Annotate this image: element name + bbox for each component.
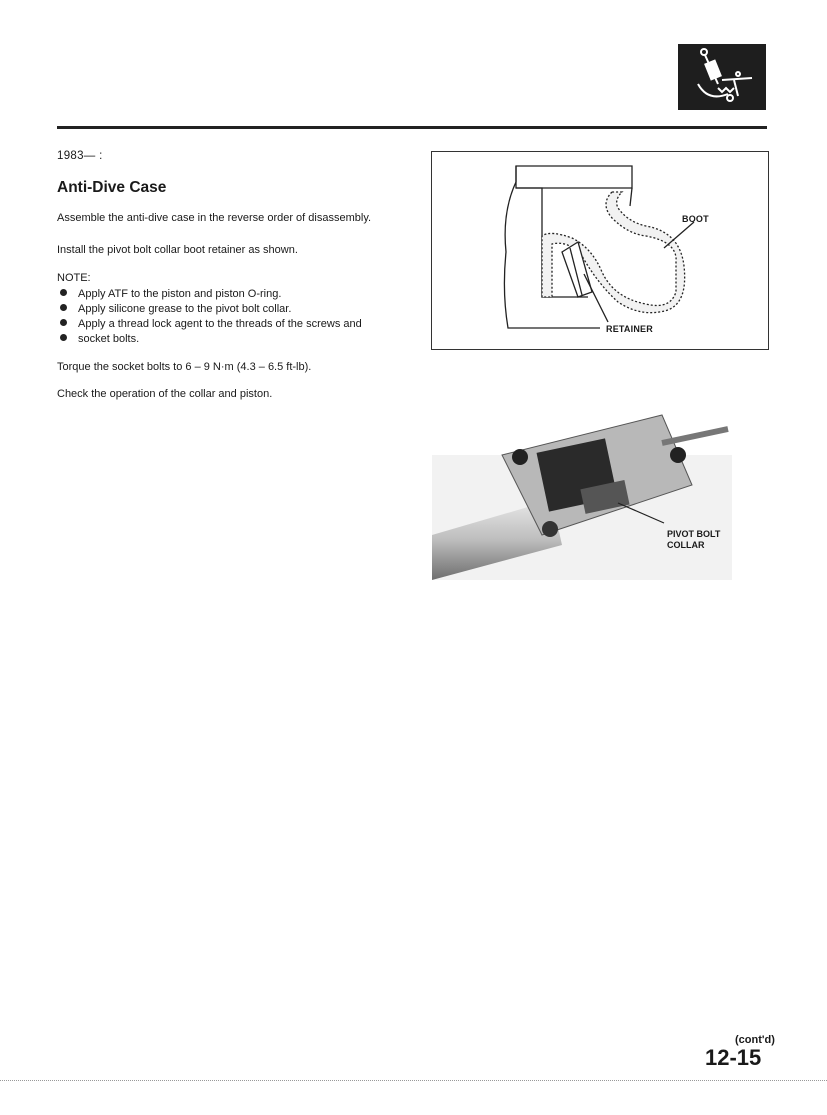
cross-section-drawing <box>432 152 768 349</box>
pivot-bolt-collar-label: PIVOT BOLT COLLAR <box>667 529 721 550</box>
torque-paragraph: Torque the socket bolts to 6 – 9 N·m (4.3 – 6.5 ft-lb). <box>57 361 312 373</box>
boot-retainer-diagram <box>431 151 769 350</box>
footer-rule <box>0 1080 827 1082</box>
list-item: Apply silicone grease to the pivot bolt collar. <box>57 302 362 317</box>
bullet-icon <box>60 334 67 341</box>
note-list <box>57 287 362 347</box>
bullet-icon <box>60 289 67 296</box>
list-item: socket bolts. <box>57 332 362 347</box>
check-paragraph: Check the operation of the collar and piston. <box>57 388 273 400</box>
install-paragraph: Install the pivot bolt collar boot retainer as shown. <box>57 244 298 256</box>
continued-note: (cont'd) <box>735 1034 775 1046</box>
boot-label: BOOT <box>682 214 709 224</box>
page-number: 12-15 <box>705 1045 762 1070</box>
list-item: Apply a thread lock agent to the threads of the screws and <box>57 317 362 332</box>
page-title: Anti-Dive Case <box>57 179 167 196</box>
note-label: NOTE: <box>57 272 91 284</box>
assembly-paragraph: Assemble the anti-dive case in the reverse order of disassembly. <box>57 212 372 224</box>
bullet-icon <box>60 319 67 326</box>
list-item: Apply ATF to the piston and piston O-ring. <box>57 287 362 302</box>
section-icon <box>678 44 766 110</box>
year-heading: 1983— : <box>57 150 103 162</box>
header-rule <box>57 126 767 129</box>
retainer-label: RETAINER <box>606 324 653 334</box>
pivot-collar-photo-drawing <box>432 395 732 580</box>
anti-dive-case-photo <box>432 395 732 580</box>
suspension-shock-icon <box>678 44 766 110</box>
bullet-icon <box>60 304 67 311</box>
